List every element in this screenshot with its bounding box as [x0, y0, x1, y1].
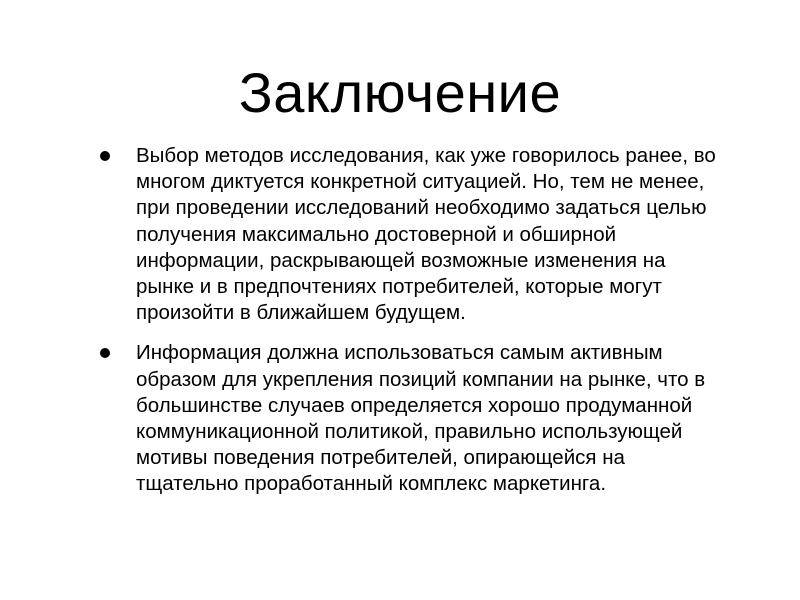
bullet-text: Информация должна использоваться самым активным образом для укрепления позиций компании на рынке, что в большинстве случаев определяется хорошо продуманной коммуникационной политикой, правильно использующей мотивы поведения потребителей, опирающейся на тщательно проработанный комплекс маркетинга.	[136, 341, 706, 496]
slide-title: Заключение	[238, 61, 562, 124]
bullet-text: Выбор методов исследования, как уже говорилось ранее, во многом диктуется конкретной ситуацией. Но, тем не менее, при проведении исследований необходимо задаться целью получения максимально достоверной и обширной информации, раскрывающей возможные изменения на рынке и в предпочтениях потребителей, которые могут произойти в ближайшем будущем.	[136, 144, 716, 325]
bullet-list	[96, 143, 716, 512]
bullet-icon	[100, 151, 110, 161]
bullet-item	[96, 143, 716, 326]
bullet-icon	[100, 348, 110, 358]
bullet-item	[96, 340, 716, 497]
